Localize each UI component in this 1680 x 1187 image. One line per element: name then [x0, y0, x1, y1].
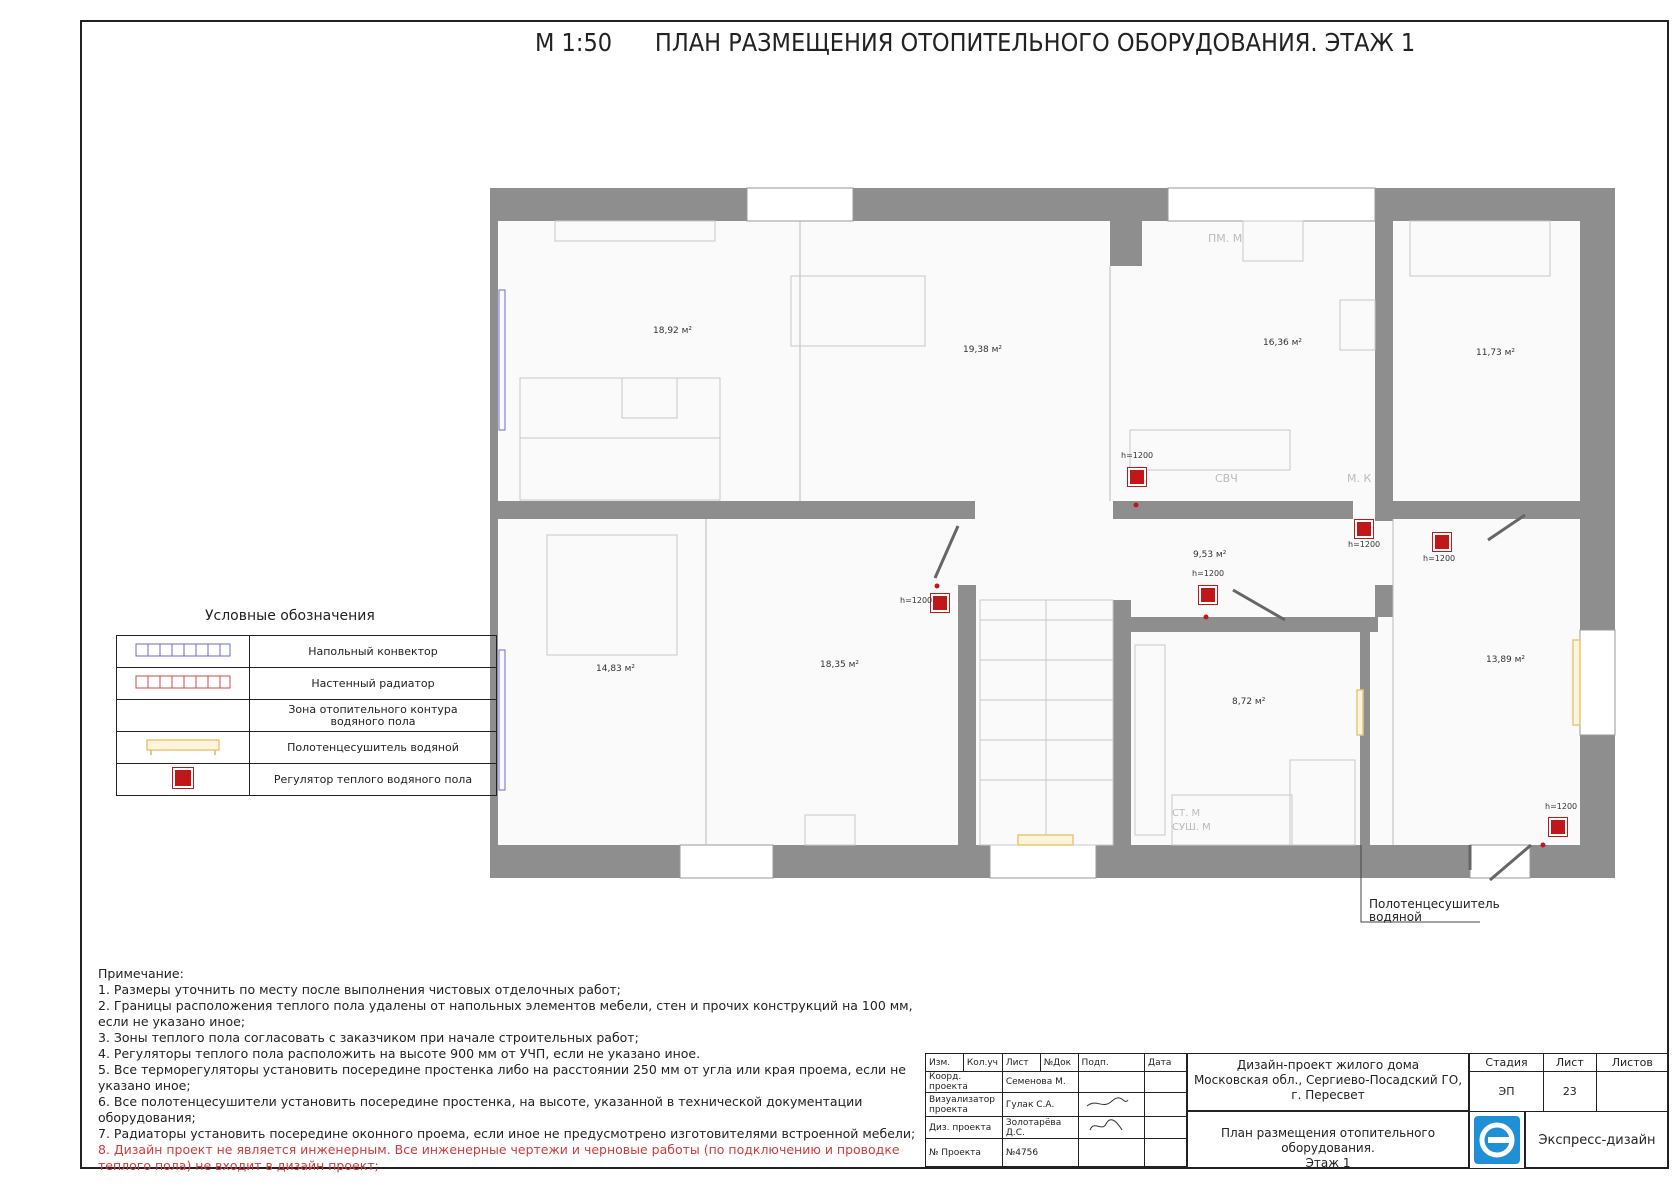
legend-label: Настенный радиатор — [250, 668, 497, 700]
legend-table — [116, 635, 497, 796]
room-area: 13,89 м² — [1486, 655, 1526, 665]
height-label: h=1200 — [1545, 802, 1578, 811]
regulator-symbol — [117, 764, 250, 796]
notes-heading: Примечание: — [98, 966, 184, 981]
company-name: Экспресс-дизайн — [1525, 1111, 1669, 1169]
title-block: Изм. Кол.уч Лист №Док Подп. Дата Коорд. проекта Семенова М. Визуализатор проекта Гулак С.А. Диз. проекта Золотарёва Д.С. № Проекта №4756 Дизайн-проект жилого дома Московская обл., Сергиево-Посадский ГО, г. Пересвет План размещения отопительного оборудования. Этаж 1 Стадия Лист Листов ЭП 23 Экспресс-дизайн — [925, 1053, 1669, 1169]
note-item: 2. Границы расположения теплого пола удалены от напольных элементов мебели, стен и прочих конструкций на 100 мм, если не указано иное; — [98, 998, 913, 1029]
towel-dryer-callout: Полотенцесушитель водяной — [1369, 897, 1500, 924]
project-name: Дизайн-проект жилого дома Московская обл., Сергиево-Посадский ГО, г. Пересвет — [1187, 1053, 1469, 1111]
regulator-icon — [1549, 818, 1567, 836]
regulator-icon — [1355, 520, 1373, 538]
company-logo — [1469, 1111, 1525, 1169]
room-area: 11,73 м² — [1476, 348, 1516, 358]
legend-label: Зона отопительного контура водяного пола — [250, 700, 497, 732]
scale-label: М 1:50 — [535, 28, 613, 57]
regulator-icon — [1199, 586, 1217, 604]
height-label: h=1200 — [1423, 554, 1456, 563]
note-item: 1. Размеры уточнить по месту после выполнения чистовых отделочных работ; — [98, 982, 621, 997]
legend-label: Полотенцесушитель водяной — [250, 732, 497, 764]
regulator-icon — [931, 594, 949, 612]
height-label: h=1200 — [1348, 540, 1381, 549]
radiator-symbol — [117, 668, 250, 700]
note-item: 4. Регуляторы теплого пола расположить на высоте 900 мм от УЧП, если не указано иное. — [98, 1046, 701, 1061]
room-area: 16,36 м² — [1263, 338, 1303, 348]
note-item: 6. Все полотенцесушители установить посередине простенка, на высоте, указанной в технической документации оборудования; — [98, 1094, 863, 1125]
legend-title: Условные обозначения — [205, 608, 375, 624]
regulator-icon — [173, 768, 193, 788]
note-item: 5. Все терморегуляторы установить посередине простенка либо на расстоянии 250 мм от угла или края проема, если не указано иное; — [98, 1062, 906, 1093]
signature — [1078, 1117, 1144, 1139]
note-warning: 8. Дизайн проект не является инженерным. Все инженерные чертежи и черновые работы (по подключению и проводке теплого пола) не входит в дизайн проект; — [98, 1142, 900, 1173]
room-area: 18,35 м² — [820, 660, 860, 670]
fixture-label: М. К — [1347, 472, 1372, 485]
room-area: 8,72 м² — [1232, 697, 1266, 707]
room-area: 14,83 м² — [596, 664, 636, 674]
signature — [1078, 1093, 1144, 1117]
sheet-name: План размещения отопительного оборудования. Этаж 1 — [1187, 1111, 1469, 1169]
legend-label: Напольный конвектор — [250, 636, 497, 668]
note-item: 3. Зоны теплого пола согласовать с заказчиком при начале строительных работ; — [98, 1030, 639, 1045]
room-area: 19,38 м² — [963, 345, 1003, 355]
height-label: h=1200 — [900, 596, 933, 605]
convector-symbol — [117, 636, 250, 668]
floor-heating-symbol — [117, 700, 250, 732]
regulator-icon — [1433, 533, 1451, 551]
logo-icon — [1474, 1116, 1520, 1164]
regulator-icon — [1128, 468, 1146, 486]
legend-label: Регулятор теплого водяного пола — [250, 764, 497, 796]
room-area: 18,92 м² — [653, 326, 693, 336]
towel-dryer-symbol — [117, 732, 250, 764]
height-label: h=1200 — [1192, 569, 1225, 578]
title-text: ПЛАН РАЗМЕЩЕНИЯ ОТОПИТЕЛЬНОГО ОБОРУДОВАНИЯ. ЭТАЖ 1 — [654, 28, 1416, 57]
notes — [98, 966, 928, 1174]
fixture-label: СУШ. М — [1172, 822, 1211, 833]
room-area: 9,53 м² — [1193, 550, 1227, 560]
fixture-label: ПМ. М — [1208, 232, 1243, 245]
fixture-label: СВЧ — [1215, 472, 1238, 485]
note-item: 7. Радиаторы установить посередине оконного проема, если иное не предусмотрено изготовителями встроенной мебели; — [98, 1126, 916, 1141]
height-label: h=1200 — [1121, 451, 1154, 460]
fixture-label: СТ. М — [1172, 808, 1201, 819]
